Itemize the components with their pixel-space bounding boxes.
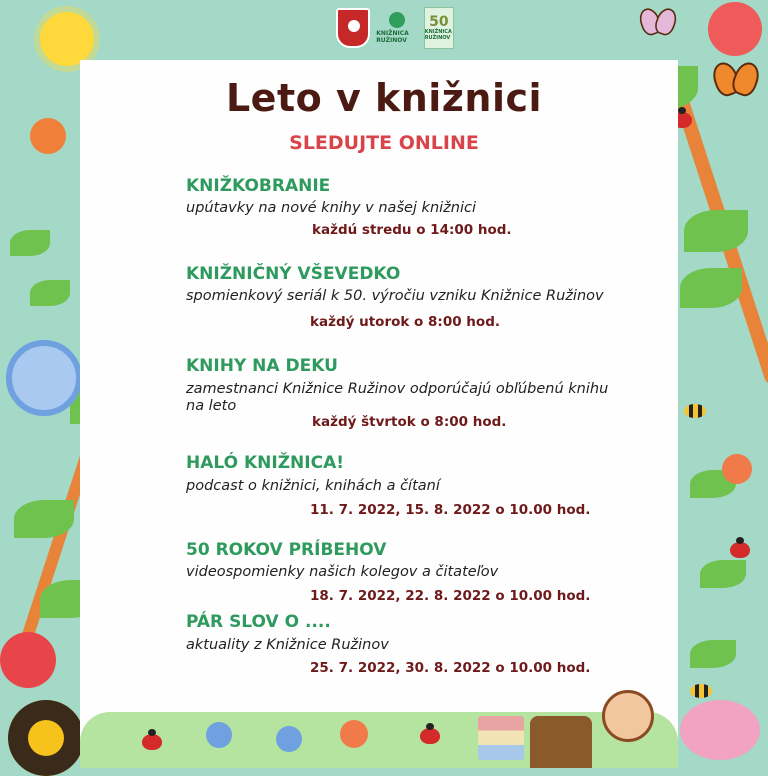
leaf <box>690 640 736 668</box>
leaf <box>14 500 74 538</box>
sun-icon <box>40 12 94 66</box>
bee-icon <box>684 404 706 418</box>
blue-flower-icon <box>206 722 232 748</box>
ladybug-icon <box>420 728 440 744</box>
kniznica-ruzinov-logo <box>376 8 418 48</box>
anniversary-number: 50 <box>429 14 449 30</box>
bee-icon <box>690 684 712 698</box>
leaf <box>10 230 50 256</box>
leaf <box>700 560 746 588</box>
tree-stump-icon <box>530 716 592 768</box>
section-heading: 50 ROKOV PRÍBEHOV <box>186 540 387 560</box>
ladybug-icon <box>730 542 750 558</box>
butterfly-icon <box>640 8 675 40</box>
section-schedule: každý utorok o 8:00 hod. <box>310 314 500 330</box>
section-schedule: každý štvrtok o 8:00 hod. <box>312 414 507 430</box>
logo-label: KNIŽNICA RUŽINOV <box>376 30 409 44</box>
anniversary-label: KNIŽNICA RUŽINOV <box>424 29 452 41</box>
red-flower-icon <box>0 632 56 688</box>
section-schedule: 11. 7. 2022, 15. 8. 2022 o 10.00 hod. <box>310 502 591 518</box>
red-flower-icon <box>708 2 762 56</box>
section-schedule: 25. 7. 2022, 30. 8. 2022 o 10.00 hod. <box>310 660 591 676</box>
section-heading: PÁR SLOV O .... <box>186 612 331 632</box>
section-schedule: každú stredu o 14:00 hod. <box>312 222 512 238</box>
subtitle: SLEDUJTE ONLINE <box>289 132 479 154</box>
poppy-icon <box>722 454 752 484</box>
section-description: aktuality z Knižnice Ružinov <box>186 637 389 653</box>
blue-flower-icon <box>6 340 82 416</box>
section-description: zamestnanci Knižnice Ružinov odporúčajú obľúbenú knihu na leto <box>186 381 609 414</box>
ruzinov-crest-logo <box>336 8 370 48</box>
section-heading: KNIŽNIČNÝ VŠEVEDKO <box>186 264 401 284</box>
page-title: Leto v knižnici <box>225 76 543 120</box>
section-heading: KNIHY NA DEKU <box>186 356 338 376</box>
reading-child-icon <box>602 690 654 742</box>
leaf <box>30 280 70 306</box>
anniversary-logo <box>424 7 454 49</box>
section-schedule: 18. 7. 2022, 22. 8. 2022 o 10.00 hod. <box>310 588 591 604</box>
sunflower-icon <box>8 700 84 776</box>
section-description: videospomienky našich kolegov a čitateľov <box>186 564 499 580</box>
logo-bar <box>336 6 454 50</box>
leaf <box>684 210 748 252</box>
blue-flower-icon <box>276 726 302 752</box>
leaf <box>680 268 742 308</box>
section-description: podcast o knižnici, knihách a čítaní <box>186 478 440 494</box>
section-heading: HALÓ KNIŽNICA! <box>186 453 344 473</box>
section-heading: KNIŽKOBRANIE <box>186 176 331 196</box>
section-description: upútavky na nové knihy v našej knižnici <box>186 200 476 216</box>
ladybug-icon <box>142 734 162 750</box>
section-description: spomienkový seriál k 50. výročiu vzniku Knižnice Ružinov <box>186 288 604 304</box>
pink-flower-icon <box>680 700 760 760</box>
poppy-icon <box>340 720 368 748</box>
books-stack-icon <box>478 716 524 760</box>
